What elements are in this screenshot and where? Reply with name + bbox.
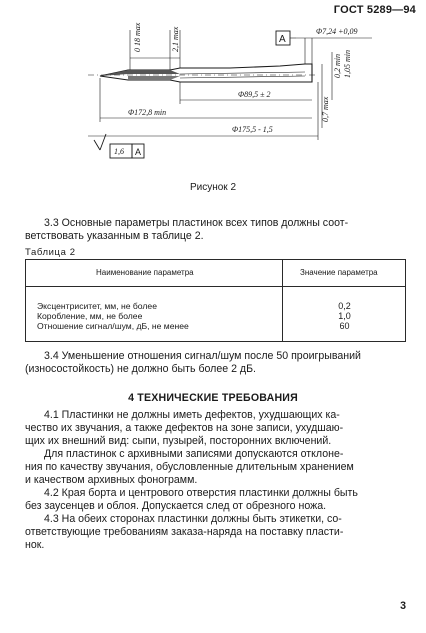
dim-right-1: 0,2 min — [333, 54, 342, 78]
text-line: нок. — [25, 539, 45, 551]
text-line: щих их внешний вид: сыпи, пузырей, посторонних включений. — [25, 435, 332, 447]
dim-right-2: 1,05 min — [343, 50, 352, 78]
table-row-name: Коробление, мм, не более — [37, 311, 143, 321]
dim-mid: Φ89,5 ± 2 — [238, 90, 271, 99]
text-line: Для пластинок с архивными записями допускаются отклоне- — [44, 448, 344, 460]
roughness-tick-2 — [100, 134, 106, 150]
text-line: 4.3 На обеих сторонах пластинки должны быть этикетки, со- — [44, 513, 342, 525]
profile-hatch-left-lower — [128, 76, 180, 80]
text-line: 4.2 Края борта и центрового отверстия пластинки должны быть — [44, 487, 358, 499]
header-value: Значение параметра — [300, 268, 378, 277]
dim-left: Φ172,8 min — [128, 108, 167, 117]
page-number: 3 — [400, 600, 406, 612]
roughness-datum: A — [135, 147, 142, 157]
table-row-name: Эксцентриситет, мм, не более — [37, 301, 157, 311]
paragraph-4-3 — [25, 513, 344, 552]
text-line: 3.4 Уменьшение отношения сигнал/шум после 50 проигрываний — [44, 350, 361, 362]
text-line: чество их звучания, а также дефектов на зоне записи, ухудшаю- — [25, 422, 344, 434]
dim-top-2: 2,1 max — [171, 26, 180, 52]
text-line: ветствовать указанным в таблице 2. — [25, 230, 204, 242]
table-row-value: 1,0 — [338, 311, 351, 321]
paragraph-3-4 — [25, 350, 361, 376]
text-line: без заусенцев и облоя. Допускается след от обрезного ножа. — [25, 500, 327, 512]
record-profile-drawing — [0, 0, 426, 170]
profile-inner-line-2 — [180, 76, 305, 78]
paragraph-4-1-archive — [25, 448, 354, 487]
dim-vert: 0,7 max — [321, 96, 330, 122]
parameters-table — [25, 259, 406, 342]
paragraph-4-2 — [25, 487, 358, 513]
standard-number: ГОСТ 5289—94 — [333, 4, 416, 16]
dim-tolerance-right: Φ7,24 +0,09 — [316, 27, 358, 36]
text-line: 4.1 Пластинки не должны иметь дефектов, ухудшающих ка- — [44, 409, 340, 421]
dim-bottom: Φ175,5 - 1,5 — [232, 125, 273, 134]
text-line: ответствующие требованиям заказа-наряда на поставку пласти- — [25, 526, 344, 538]
text-line: (износостойкость) не должно быть более 2 дБ. — [25, 363, 256, 375]
table-row-value: 60 — [339, 321, 350, 331]
section-heading: 4 ТЕХНИЧЕСКИЕ ТРЕБОВАНИЯ — [128, 392, 298, 404]
table-row-value: 0,2 — [338, 301, 351, 311]
paragraph-4-1 — [25, 409, 344, 448]
roughness-value: 1,6 — [114, 147, 124, 156]
paragraph-3-3 — [25, 217, 349, 243]
datum-label-a: A — [279, 34, 286, 45]
table-row-name: Отношение сигнал/шум, дБ, не менее — [37, 321, 189, 331]
roughness-tick — [94, 140, 100, 150]
text-line: 3.3 Основные параметры пластинок всех типов должны соот- — [44, 217, 349, 229]
figure-caption: Рисунок 2 — [189, 182, 237, 193]
table-title: Таблица 2 — [25, 247, 76, 258]
dim-top-1: 0 18 max — [133, 22, 142, 52]
header-param: Наименование параметра — [96, 268, 194, 277]
text-line: ния по качеству звучания, обусловленные длительным хранением — [25, 461, 354, 473]
profile-inner-line — [180, 72, 305, 74]
text-line: и качеством архивных фонограмм. — [25, 474, 198, 486]
